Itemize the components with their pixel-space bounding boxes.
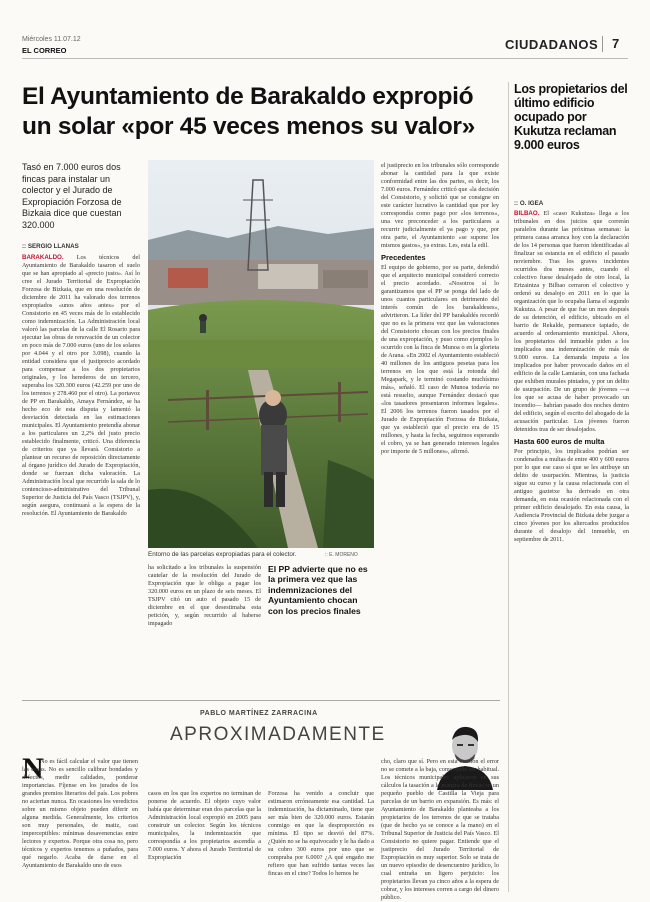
pull-quote: El PP advierte que no es la primera vez que las indemnizaciones del Ayuntamiento chocan con los precios finales xyxy=(268,564,368,616)
column-rule xyxy=(508,82,509,892)
side-byline: :: O. IGEA xyxy=(514,200,544,207)
opinion-col1: No es fácil calcular el valor que tienen las cosas. No es sencillo calibrar bondades y defectos, medir calidades, ponderar importancias. Fíjense en los jurados de los grandes premios literarios del país. Los pobres no aciertan nunca. En ocasiones los veredictos sobre un mismo objeto pueden diferir en alguna medida. Generalmente, los criterios son muy personales, de matiz, casi imperceptibles: mínimas desavenencias entre lectores y expertos. Porque otra cosa no, pero técnicos y expertos tenemos a puñados, para qué negarlo. Acaba de darse en el Ayuntamiento de Barakaldo uno de esos xyxy=(22,758,138,869)
photo-caption: Entorno de las parcelas expropiadas para el colector. xyxy=(148,551,297,558)
side-body2: Por principio, los implicados podrían ser condenados a multas de entre 400 y 600 euros por lo que ese caso sí que se les atribuye un delito de usurpación. Mientras, la justicia sigue su curso y la causa relacionada con el antiguo gaztetxe ha derivado en otra demanda, en esta ocasión relacionada con el primer edificio desalojado. En esta causa, la Audiencia Provincial de Bizkaia debe juzgar a cinco jóvenes por los altercados producidos durante el desalojo del inmueble, en septiembre de 2011. xyxy=(514,448,629,543)
main-headline: El Ayuntamiento de Barakaldo expropió un solar «por 45 veces menos su valor» xyxy=(22,83,475,140)
byline: :: SERGIO LLANAS xyxy=(22,243,79,250)
opinion-col2: casos en los que los expertos no terminan de ponerse de acuerdo. El objeto cuyo valor había que determinar eran dos parcelas que la Administración local expropió en 2005 para construir un colector. Según los técnicos municipales, la indemnización que correspondía a los propietarios ascendía a 7.000 euros. Y ahora el Jurado Territorial de Expropiación xyxy=(148,790,261,861)
subhead-precedentes: Precedentes xyxy=(381,253,426,262)
section-divider xyxy=(602,36,603,52)
opinion-author: PABLO MARTÍNEZ ZARRACINA xyxy=(200,710,318,717)
article-col2: ha solicitado a los tribunales la suspensión cautelar de la resolución del Jurado de Expropiación que le obliga a pagar los 320.000 euros en un plazo de seis meses. El TSJPV citó un auto el pasado 15 de diciembre en el que desestimaba esta petición, y, según recurrido al haberse impagado xyxy=(148,564,261,627)
article-col1 xyxy=(22,254,140,694)
side-article-body xyxy=(514,210,629,890)
masthead-date: Miércoles 11.07.12 xyxy=(22,36,81,43)
side-headline: Los propietarios del último edificio ocupado por Kukutza reclaman 9.000 euros xyxy=(514,82,628,152)
masthead-rule xyxy=(22,58,628,59)
opinion-title: APROXIMADAMENTE xyxy=(170,724,386,745)
drop-cap: N xyxy=(22,752,44,785)
section-name: CIUDADANOS xyxy=(505,37,599,52)
photo-illustration xyxy=(148,160,374,548)
article-deck: Tasó en 7.000 euros dos fincas para instalar un colector y el Jurado de Expropiación Forzosa de Bizkaia dice que cuestan 320.000 xyxy=(22,162,122,230)
opinion-col3: Forzosa ha venido a concluir que estimaron erróneamente esa cantidad. La indemnización, ha dictaminado, tiene que ser más bien de 320.000 euros. Estarán conmigo en que la desproporción es mínima. El tipo se desvió del 87%. ¿Quién no se ha equivocado y le ha dado a su cobro 300 euros por uno que se compraba por 6.000? ¿A qué engaño me refiero que han sufrido tantas veces las fincas en el cine? Todos lo hemos he xyxy=(268,790,374,877)
opinion-col4: cho, claro que sí. Pero en esta ocasión el error no se comete a la baja, como suele ser habitual. Los técnicos municipales aplicaron en sus cálculos la tasación a la manera de fincas en un pequeño pueblo de Castilla la Vieja para parcelas de un barrio en expansión. Es más: el Ayuntamiento de Barakaldo planteaba a los propietarios de los terrenos de que se trataba (que de hecho ya se conoce a la mano) en el Tribunal Superior de Justicia del País Vasco. El Consistorio no quiere pagar. Entiende que el justiprecio del Jurado Territorial de Expropiación es muy superior. Solo se trata de un nuevo episodio de desencuentro jurídico, lo cual entraña un ligero perjuicio: los propietarios llevan ya cinco años a la espera de cobrar, y los intereses corren a cargo del dinero público. xyxy=(381,758,499,901)
photo-credit: :: E. MORENO xyxy=(325,552,358,558)
page-number: 7 xyxy=(612,36,620,51)
col1-body: Los técnicos del Ayuntamiento de Barakaldo tasaron el suelo que se han apropiado al «precio justo». Así lo cree el Jurado Territorial de Expropiación Forzosa de Bizkaia, que en una resolución de diciembre de 2011 ha valorado dos terrenos expropiados «unos años antes» por el Consistorio en 45 veces más de lo establecido como indemnización. La Administración local valoró las parcelas de la calle El Rosario para ejecutar las obras de renovación de un colector en poco más de 7.000 euros (uno de los solares por 4.044 y el otro por 3.098), cuando la entidad considera que el justiprecio acordado para compensar a los dos propietarios originales, y los herederos de un tercero, superaba los 320.300 euros (42.259 por uno de los terrenos y 278.460 por el otro). La portavoz de PP en Barakaldo, Amaya Fernández, se ha hecho eco de esta disputa y lamentó la desviación detectada en las estimaciones municipales. El Ayuntamiento pretendía abonar a los particulares un 2,2% del justo precio establecido finalmente, criticó. Una diferencia de criterios que ya llevará. Consistorio a plantear un recurso de reposición directamente al órgano jurídico del Jurado de Expropiación, donde se fuerzan dicha valoración. La Administración local que recurrido la sala de lo contencioso-administrativo del Tribunal Superior de Justicia del País Vasco (TSJPV), y, según asegura, continuará a la espera de la resolución. El Ayuntamiento de Barakaldo xyxy=(22,254,140,517)
masthead-paper: EL CORREO xyxy=(22,46,67,55)
side-subhead: Hasta 600 euros de multa xyxy=(514,437,605,446)
dateline: BARAKALDO. xyxy=(22,254,64,261)
side-dateline: BILBAO. xyxy=(514,210,540,217)
side-body: El «caso Kukutza» llega a los tribunales en dos juicios que correrán paralelos durante las próximas semanas: la primera causa arranca hoy con la declaración de los 14 personas que fueron identificadas al finalizar su estancia en el edificio el pasado noviembre. Tras los graves incidentes ocurridos dos meses antes, cuando el colectivo fuese desalojado de otro local, la Ertzaintza y Bilbao cerraron el colectivo y ordenó su desalojo en 2011 en lo que la organización que lo ocupaba llama el segundo Kukutza. A pesar de que fue un mes después de su detención, el edificio, ubicado en el barrio de Rekalde, permanece tapiado, de acuerdo al ordenamiento municipal. Ahora, los propietarios del inmueble piden a los implicados una indemnización de más de 9.000 euros. La demanda imputa a los implicados por haber provocado daños en el edificio de la calle Lamiarán, con una fachada que exhiben murales pintados, y por un delito de usurpación. De un grupo de jóvenes —a los que se acusa de haber provocado un incendio— habrían pasado dos noches dentro del edificio, según el escrito del abogado de la acusación particular. Los jóvenes fueron detenidos tras de ser desalojados. xyxy=(514,210,630,433)
article-col3 xyxy=(381,162,499,622)
col3-body: el justiprecio en los tribunales sólo corresponde abonar la cantidad para la que existe conformidad entre las dos partes, es decir, los 7.000 euros. Fernández criticó que «la decisión del Consistorio, y solicitó que se consigne en este carácter lucrativo la cantidad que por ley correspondía como pago por «los terrenos», una vez preconceder a los particulares a recurrir judicialmente el ya pago y que, por otra parte, el Ayuntamiento «se supone los mismos gastos», ya extras. Les, esta la edil. xyxy=(381,162,499,249)
article-photo xyxy=(148,160,374,548)
col3-body-b: El equipo de gobierno, por su parte, defendió que el arquitecto municipal consideró correcto el precio acordado. «Nosotros sí lo garantizamos que el PP se ponga del lado de unos cuantos particulares en detrimento del interés común de los barakaldeses», advirtieron. La líder del PP barakaldés recordó que no es la primera vez que las valoraciones del Consistorio chocan con los precios finales de una expropiación, y puso como ejemplos lo ocurrido con la finca de Munoa o en la glorieta de Arana. «En 2002 el Ayuntamiento estableció 40 millones de los antiguos pesetas para los terrenos en los que está la rotonda del Megapark, y le terminó costando muchísimo más», señaló. El caso de Munoa todavía no está resuelto, aunque Fernández destacó que «los tasadores presentaron informes legales». El 2006 los terrenos fueron tasados por el Jurado de Expropiación Forzosa de Bizkaia, que ya estableció que el precio era de 15 millones, y hasta la fecha, seguimos esperando el cobro, ya se han generado intereses legales por importe de 5 millones», afirmó. xyxy=(381,264,499,455)
opinion-rule xyxy=(22,700,500,701)
